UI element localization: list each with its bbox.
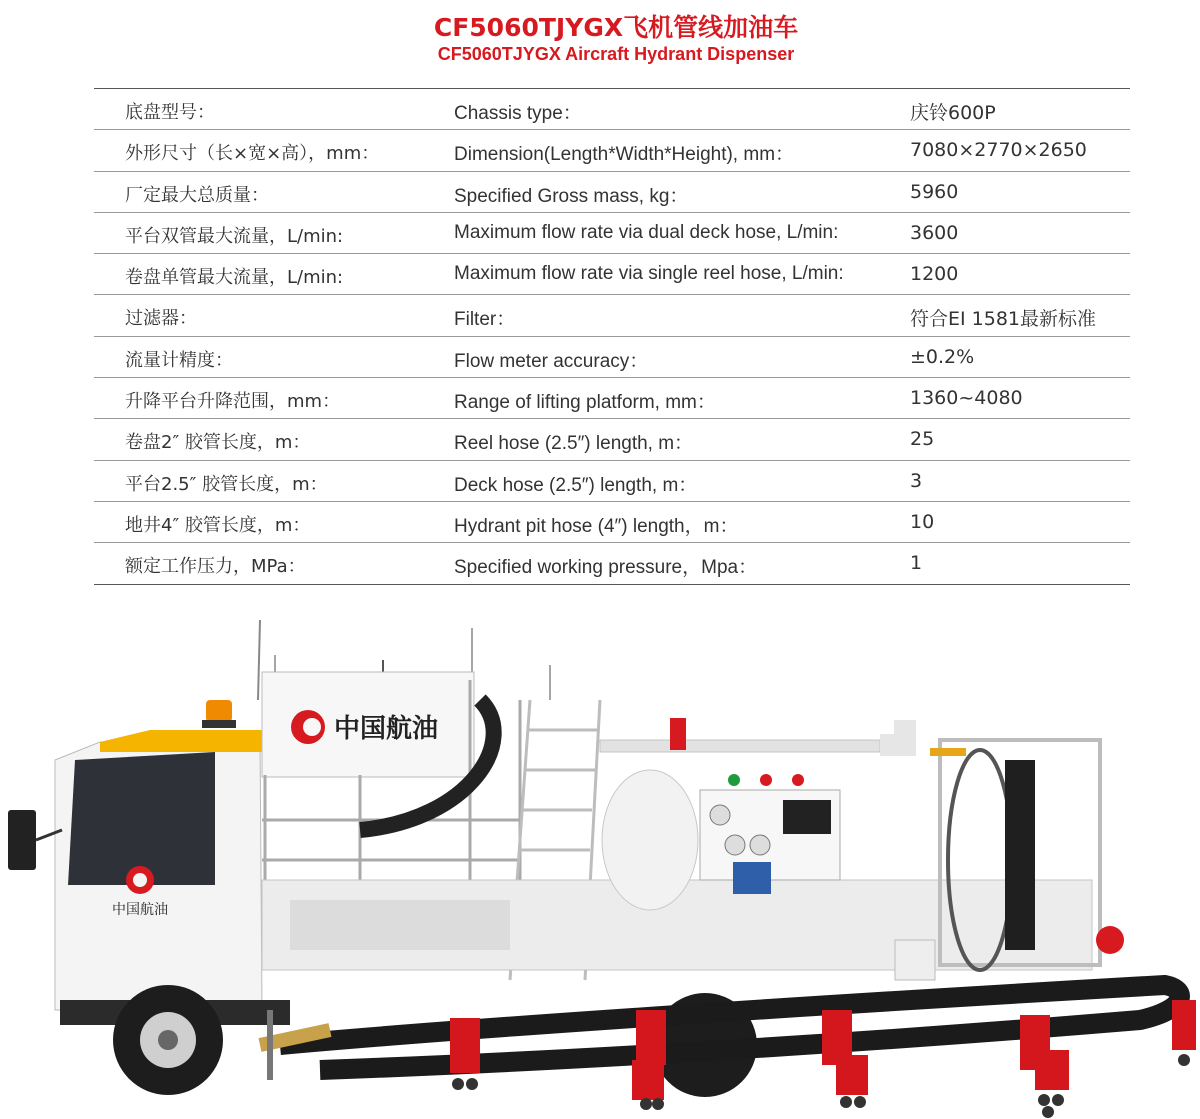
page-title-cn: CF5060TJYGX飞机管线加油车: [433, 13, 799, 42]
spec-label-en: Maximum flow rate via single reel hose, L/min:: [454, 263, 844, 285]
spec-row: [94, 213, 1130, 254]
spec-value: 7080×2770×2650: [910, 139, 1087, 162]
spec-label-cn: 平台2.5″ 胶管长度，m：: [125, 473, 328, 495]
spec-value: 1200: [910, 263, 959, 286]
spec-label-en: Specified working pressure，Mpa：: [454, 557, 758, 579]
door-logo-text: 中国航油: [112, 902, 168, 918]
spec-label-cn: 地井4″ 胶管长度，m：: [125, 514, 311, 536]
spec-label-cn: 厂定最大总质量：: [125, 184, 269, 206]
spec-row: [94, 295, 1130, 336]
spec-label-cn: 升降平台升降范围，mm：: [125, 391, 341, 413]
spec-label-en: Dimension(Length*Width*Height), mm：: [454, 144, 795, 166]
spec-label-cn: 平台双管最大流量，L/min:: [125, 225, 344, 247]
spec-value: 1: [910, 552, 923, 575]
spec-label-en: Flow meter accuracy：: [454, 350, 649, 372]
spec-value: 25: [910, 428, 935, 451]
spec-value: 3: [910, 469, 923, 492]
spec-row: [94, 337, 1130, 378]
spec-label-cn: 额定工作压力，MPa：: [125, 556, 306, 578]
tank-logo-text: 中国航油: [334, 714, 439, 744]
spec-label-en: Maximum flow rate via dual deck hose, L/min:: [454, 221, 839, 243]
spec-label-en: Deck hose (2.5″) length, m：: [454, 474, 698, 496]
spec-row: [94, 419, 1130, 460]
spec-label-en: Filter：: [454, 309, 516, 331]
spec-value: 5960: [910, 180, 959, 203]
spec-row: [94, 378, 1130, 419]
spec-label-cn: 卷盘2″ 胶管长度，m：: [125, 432, 311, 454]
hydrant-dispenser-truck-image: [0, 600, 1200, 1119]
spec-value: 3600: [910, 221, 959, 244]
spec-row: [94, 254, 1130, 295]
spec-row: [94, 461, 1130, 502]
spec-value: 庆铃600P: [910, 102, 996, 124]
spec-label-cn: 外形尺寸（长×宽×高），mm：: [125, 143, 380, 165]
spec-row: [94, 502, 1130, 543]
spec-value: 符合EI 1581最新标准: [910, 308, 1097, 331]
spec-label-cn: 过滤器：: [125, 308, 197, 330]
page-title-en: CF5060TJYGX Aircraft Hydrant Dispenser: [437, 44, 795, 64]
spec-label-en: Reel hose (2.5″) length, m：: [454, 433, 694, 455]
spec-label-en: Hydrant pit hose (4″) length，m：: [454, 515, 739, 537]
spec-value: 1360~4080: [910, 387, 1023, 410]
spec-row: [94, 89, 1130, 130]
spec-value: 10: [910, 510, 935, 533]
spec-row: [94, 172, 1130, 213]
spec-label-en: Range of lifting platform, mm：: [454, 392, 716, 414]
spec-label-en: Specified Gross mass, kg：: [454, 185, 689, 207]
spec-label-cn: 流量计精度：: [125, 349, 233, 371]
spec-label-cn: 卷盘单管最大流量，L/min:: [125, 267, 344, 289]
spec-table: [94, 88, 1130, 585]
spec-label-cn: 底盘型号：: [125, 102, 215, 123]
spec-row: [94, 130, 1130, 171]
spec-value: ±0.2%: [910, 345, 975, 368]
spec-row: [94, 543, 1130, 584]
spec-label-en: Chassis type：: [454, 103, 582, 124]
